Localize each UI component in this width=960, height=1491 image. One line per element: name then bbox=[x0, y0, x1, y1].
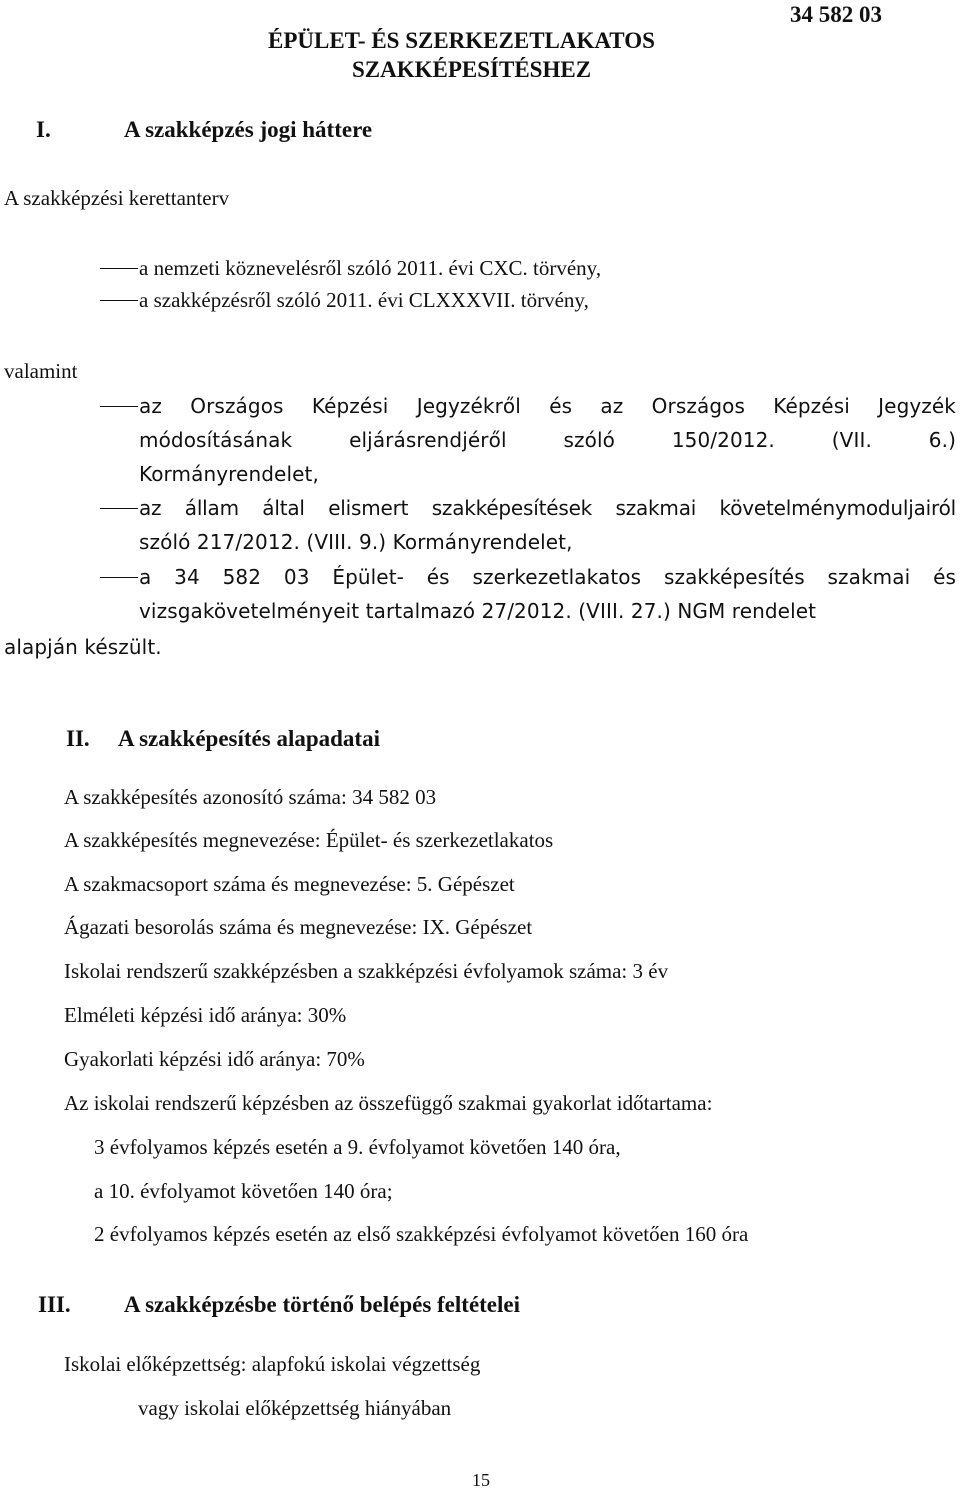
section-1-intro: A szakképzési kerettanterv bbox=[4, 186, 230, 210]
regulation-item-2-line1: az állam által elismert szakképesítések szakmai követelménymoduljairól bbox=[139, 496, 956, 520]
regulation-item-1-line2: módosításának eljárásrendjéről szóló 150/2012. (VII. 6.) bbox=[139, 428, 956, 452]
header-title-line2: SZAKKÉPESÍTÉSHEZ bbox=[352, 57, 592, 82]
basic-data-row: Gyakorlati képzési idő aránya: 70% bbox=[64, 1047, 365, 1071]
list-dash-icon bbox=[100, 495, 138, 521]
basic-data-row: Iskolai rendszerű szakképzésben a szakképzési évfolyamok száma: 3 év bbox=[64, 959, 669, 983]
list-dash-icon bbox=[100, 564, 138, 590]
section-3-title: A szakképzésbe történő belépés feltételei bbox=[124, 1292, 521, 1317]
regulation-item-2-line2: szóló 217/2012. (VIII. 9.) Kormányrendelet, bbox=[139, 530, 573, 554]
regulation-item-3-line1: a 34 582 03 Épület- és szerkezetlakatos szakképesítés szakmai és bbox=[139, 565, 956, 589]
section-1-number: I. bbox=[36, 117, 51, 142]
law-list-item: a nemzeti köznevelésről szóló 2011. évi CXC. törvény, bbox=[139, 256, 602, 280]
list-dash-icon bbox=[100, 255, 138, 281]
basic-data-row: Ágazati besorolás száma és megnevezése: IX. Gépészet bbox=[64, 915, 533, 939]
list-dash-icon bbox=[100, 393, 138, 419]
entry-condition-line: Iskolai előképzettség: alapfokú iskolai végzettség bbox=[64, 1352, 481, 1376]
list-dash-icon bbox=[100, 287, 138, 313]
law-list-item: a szakképzésről szóló 2011. évi CLXXXVII. törvény, bbox=[139, 288, 589, 312]
regulation-item-3-line2: vizsgakövetelményeit tartalmazó 27/2012. (VIII. 27.) NGM rendelet bbox=[139, 599, 817, 623]
basic-data-row: A szakképesítés megnevezése: Épület- és szerkezetlakatos bbox=[64, 828, 554, 852]
basic-data-row: Az iskolai rendszerű képzésben az összefüggő szakmai gyakorlat időtartama: bbox=[64, 1091, 713, 1115]
header-title-line1: ÉPÜLET- ÉS SZERKEZETLAKATOS bbox=[268, 28, 655, 53]
basic-data-row: A szakmacsoport száma és megnevezése: 5. Gépészet bbox=[64, 872, 515, 896]
basic-data-row: A szakképesítés azonosító száma: 34 582 03 bbox=[64, 785, 437, 809]
entry-condition-line: vagy iskolai előképzettség hiányában bbox=[138, 1396, 452, 1420]
header-code: 34 582 03 bbox=[790, 2, 882, 27]
connector-text: valamint bbox=[4, 359, 78, 383]
practice-duration-row: 3 évfolyamos képzés esetén a 9. évfolyamot követően 140 óra, bbox=[94, 1135, 621, 1159]
page-number: 15 bbox=[472, 1470, 490, 1490]
section-2-number: II. bbox=[66, 726, 90, 751]
practice-duration-row: 2 évfolyamos képzés esetén az első szakképzési évfolyamot követően 160 óra bbox=[94, 1222, 749, 1246]
regulation-item-1-line3: Kormányrendelet, bbox=[139, 462, 319, 486]
basic-data-row: Elméleti képzési idő aránya: 30% bbox=[64, 1003, 347, 1027]
regulation-item-1-line1: az Országos Képzési Jegyzékről és az Országos Képzési Jegyzék bbox=[139, 394, 956, 418]
document-header bbox=[442, 1, 882, 29]
section-1-closing: alapján készült. bbox=[4, 635, 162, 659]
section-3-number: III. bbox=[38, 1292, 71, 1317]
practice-duration-row: a 10. évfolyamot követően 140 óra; bbox=[94, 1179, 393, 1203]
section-2-title: A szakképesítés alapadatai bbox=[118, 726, 380, 751]
section-1-title: A szakképzés jogi háttere bbox=[124, 117, 373, 142]
